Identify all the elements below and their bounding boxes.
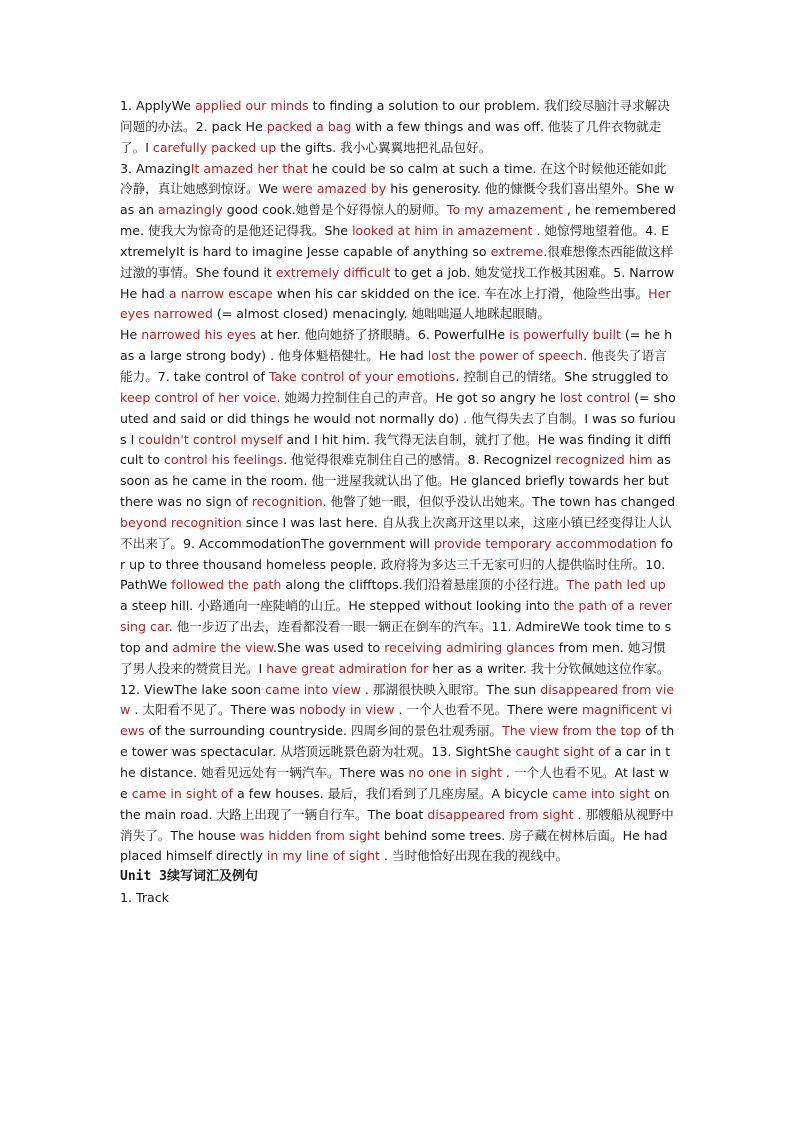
vocabulary-item-title: 1. Track — [120, 890, 169, 906]
document-page — [120, 96, 676, 909]
highlighted-phrase: To my amazement — [446, 202, 563, 218]
text-run: of the tower was spectacular. 从塔顶远眺景色蔚为壮观。13. SightShe — [120, 723, 675, 760]
text-run: at her. 他向她挤了挤眼睛。6. PowerfulHe — [256, 327, 510, 343]
highlighted-phrase: came into sight — [552, 785, 650, 801]
highlighted-phrase: carefully packed up — [152, 139, 277, 155]
highlighted-phrase: looked at him in amazement — [352, 223, 533, 239]
text-run: , he remembered me. 使我大为惊奇的是他还记得我。She — [120, 202, 676, 239]
highlighted-phrase: packed a bag — [266, 118, 352, 134]
highlighted-phrase: lost the power of speech — [427, 348, 584, 364]
text-run: .很难想像杰西能做这样过激的事情。She found it — [120, 243, 674, 280]
text-run: for up to three thousand homeless people. 政府将为多达三千无家可归的人提供临时住所。10. PathWe — [120, 535, 673, 593]
text-run: her as a writer. 我十分钦佩她这位作家。12. ViewThe lake soon — [120, 660, 670, 697]
highlighted-phrase: The path led up — [566, 577, 666, 593]
highlighted-phrase: narrowed his eyes — [141, 327, 257, 343]
text-run: and I hit him. 我气得无法自制，就打了他。He was finding it difficult to — [120, 431, 672, 468]
highlighted-phrase: nobody in view — [299, 702, 395, 718]
text-run: to get a job. 她发觉找工作极其困难。5. NarrowHe had — [120, 264, 675, 301]
highlighted-phrase: came into view — [265, 681, 361, 697]
text-run: . 一个人也看不见。At last we — [120, 765, 670, 801]
text-run: . 她惊愕地望着他。4. ExtremelyIt is hard to imagine Jesse capable of anything so — [120, 223, 670, 259]
text-run: . 那艘船从视野中消失了。The house — [120, 806, 674, 843]
text-run: a car in the distance. 她看见远处有一辆汽车。There was — [120, 744, 671, 780]
highlighted-phrase: in my line of sight — [266, 848, 380, 864]
vocabulary-paragraph — [120, 96, 676, 867]
text-run: . 控制自己的情绪。She struggled to — [455, 368, 669, 384]
text-run: a steep hill. 小路通向一座陡峭的山丘。He stepped without looking into — [120, 598, 554, 614]
highlighted-phrase: recognized him — [555, 452, 653, 468]
highlighted-phrase: beyond recognition — [120, 514, 242, 530]
text-run: (= shouted and said or did things he would not normally do) . 他气得失去了自制。I was so furious I — [120, 389, 676, 447]
text-run: he could be so calm at such a time. 在这个时候他还能如此冷静，真让她感到惊讶。We — [120, 160, 667, 197]
highlighted-phrase: no one in sight — [408, 765, 502, 780]
highlighted-phrase: extremely difficult — [275, 264, 391, 280]
highlighted-phrase: receiving admiring glances — [384, 639, 555, 655]
text-run: his generosity. 他的慷慨令我们喜出望外。She was an — [120, 181, 675, 218]
text-run: with a few things and was off. 他装了几件衣物就走了。I — [120, 118, 662, 155]
text-run: .She was used to — [273, 639, 385, 655]
text-run: the gifts. 我小心翼翼地把礼品包好。 — [276, 139, 492, 155]
text-run: . 他觉得很难克制住自己的感情。8. RecognizeI — [283, 452, 556, 468]
section-heading: Unit 3续写词汇及例句 — [120, 869, 258, 885]
highlighted-phrase: recognition — [251, 494, 323, 510]
text-run: . 一个人也看不见。There were — [394, 702, 583, 718]
text-run: 1. ApplyWe — [120, 98, 196, 113]
text-run: when his car skidded on the ice. 车在冰上打滑，他险些出事。 — [272, 285, 649, 301]
highlighted-phrase: amazingly — [157, 202, 223, 218]
text-run: . 他丧失了语言能力。7. take control of — [120, 348, 667, 384]
highlighted-phrase: is powerfully built — [509, 327, 621, 343]
text-run: . 当时他恰好出现在我的视线中。 — [379, 848, 569, 864]
highlighted-phrase: have great admiration for — [266, 660, 429, 676]
highlighted-phrase: disappeared from view — [120, 681, 675, 718]
highlighted-phrase: came in sight of — [131, 785, 234, 801]
text-run: (= almost closed) menacingly. 她咄咄逼人地眯起眼睛。 — [212, 306, 551, 322]
highlighted-phrase: disappeared from sight — [427, 806, 574, 822]
text-run: on the main road. 大路上出现了一辆自行车。The boat — [120, 785, 670, 822]
highlighted-phrase: followed the path — [171, 577, 282, 593]
highlighted-phrase: Take control of your emotions — [268, 368, 456, 384]
highlighted-phrase: admire the view — [172, 639, 273, 655]
text-run: to finding a solution to our problem. 我们绞尽脑汁寻求解决问题的办法。2. pack He — [120, 98, 670, 134]
text-run: good cook.她曾是个好得惊人的厨师。 — [222, 202, 447, 218]
highlighted-phrase: lost control — [559, 389, 631, 405]
text-run: since I was last here. 自从我上次离开这里以来，这座小镇已经变得让人认不出来了。9. AccommodationThe government will — [120, 514, 672, 551]
highlighted-phrase: was hidden from sight — [239, 827, 380, 843]
highlighted-phrase: keep control of her voice — [120, 389, 277, 405]
highlighted-phrase: provide temporary accommodation — [434, 535, 657, 551]
text-run: along the clifftops.我们沿着悬崖顶的小径行进。 — [281, 577, 567, 593]
highlighted-phrase: control his feelings — [164, 452, 284, 468]
text-run: . 太阳看不见了。There was — [130, 702, 300, 718]
text-run: (= he has a large strong body) . 他身体魁梧健壮。He had — [120, 327, 673, 364]
highlighted-phrase: applied our minds — [195, 98, 309, 113]
text-run: of the surrounding countryside. 四周乡间的景色壮观秀丽。 — [144, 723, 503, 739]
highlighted-phrase: a narrow escape — [168, 285, 273, 301]
text-run: as soon as he came in the room. 他一进屋我就认出了他。He glanced briefly towards her but there was no sign of — [120, 452, 671, 510]
highlighted-phrase: extreme — [490, 243, 544, 259]
text-run: . 那湖很快映入眼帘。The sun — [360, 681, 541, 697]
text-run: He — [120, 327, 142, 343]
highlighted-phrase: the path of a reversing car — [120, 598, 672, 635]
text-run: from men. 她习惯了男人投来的赞赏目光。I — [120, 639, 666, 676]
highlighted-phrase: caught sight of — [515, 744, 611, 760]
highlighted-phrase: magnificent views — [120, 702, 672, 739]
text-run: 3. Amazing — [120, 160, 191, 176]
text-run: . 他一步迈了出去，连看都没看一眼一辆正在倒车的汽车。11. AdmireWe took time to stop and — [120, 619, 672, 655]
text-run: . 她竭力控制住自己的声音。He got so angry he — [276, 389, 560, 405]
highlighted-phrase: couldn't control myself — [138, 431, 283, 447]
text-run: . 他瞥了她一眼，但似乎没认出她来。The town has changed — [322, 494, 676, 510]
text-run: a few houses. 最后，我们看到了几座房屋。A bicycle — [233, 785, 553, 801]
text-run: behind some trees. 房子藏在树林后面。He had placed himself directly — [120, 827, 668, 864]
highlighted-phrase: Her eyes narrowed — [120, 285, 671, 322]
highlighted-phrase: were amazed by — [282, 181, 387, 197]
highlighted-phrase: The view from the top — [502, 723, 642, 739]
highlighted-phrase: It amazed her that — [190, 160, 308, 176]
